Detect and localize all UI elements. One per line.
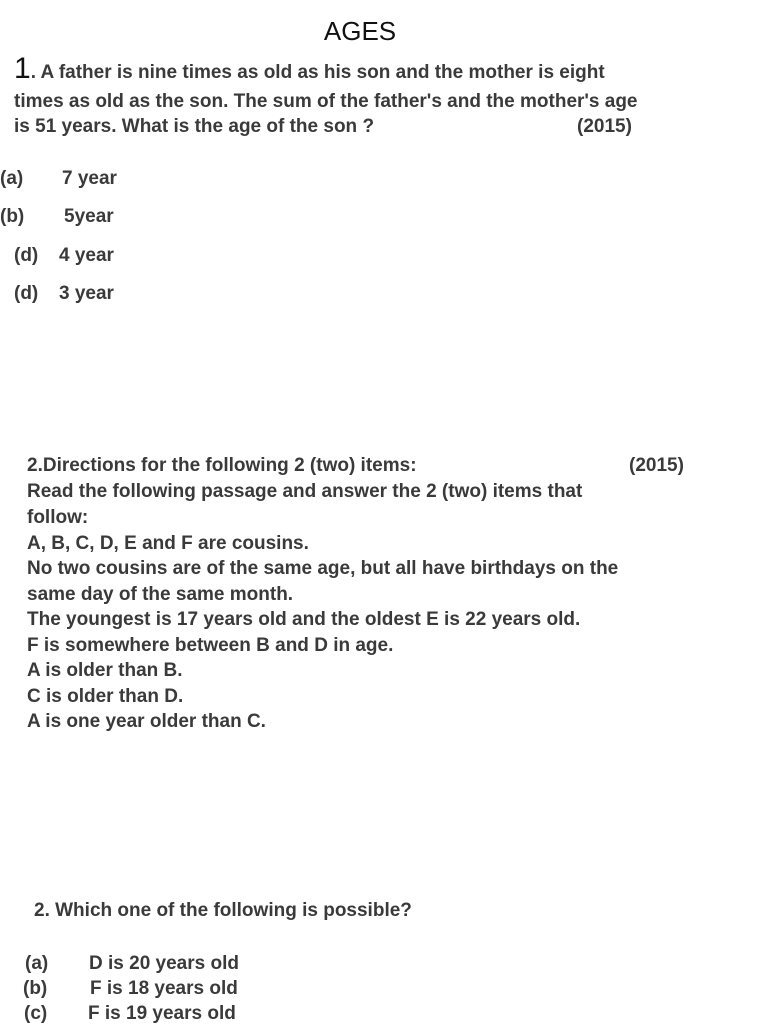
- passage-line-6: The youngest is 17 years old and the oldest E is 22 years old.: [27, 609, 581, 630]
- q2-directions-year: (2015): [629, 455, 684, 476]
- q2-option-b-text: F is 18 years old: [90, 978, 238, 999]
- q1-text-1: . A father is nine times as old as his son and the mother is eight: [30, 62, 605, 83]
- q2-option-a-label: (a): [25, 953, 49, 974]
- q2-option-b-label: (b): [23, 978, 48, 999]
- q2-option-a-text: D is 20 years old: [89, 953, 239, 974]
- q1-option-b-label: (b): [0, 206, 25, 227]
- q1-option-c-label: (d): [14, 245, 39, 266]
- q2-option-c-label: (c): [24, 1003, 48, 1024]
- q1-year: (2015): [577, 116, 632, 137]
- passage-line-3: A, B, C, D, E and F are cousins.: [27, 533, 309, 554]
- passage-line-9: C is older than D.: [27, 686, 184, 707]
- q1-number: 1: [14, 52, 31, 85]
- passage-line-8: A is older than B.: [27, 660, 183, 681]
- q1-option-b-text: 5year: [64, 206, 114, 227]
- passage-line-2: follow:: [27, 507, 89, 528]
- q1-option-d-label: (d): [14, 283, 39, 304]
- q1-option-c-text: 4 year: [59, 245, 114, 266]
- q2-option-c-text: F is 19 years old: [88, 1003, 236, 1024]
- q1-line-1: [14, 52, 605, 86]
- q1-option-d-text: 3 year: [59, 283, 114, 304]
- q2-directions-header: 2.Directions for the following 2 (two) items:: [27, 455, 417, 476]
- page-title: AGES: [323, 16, 397, 46]
- q1-line-2: times as old as the son. The sum of the father's and the mother's age: [14, 91, 638, 112]
- q1-line-3: is 51 years. What is the age of the son ?: [14, 116, 375, 137]
- passage-line-1: Read the following passage and answer the 2 (two) items that: [27, 481, 583, 502]
- q1-option-a-text: 7 year: [62, 168, 117, 189]
- passage-line-7: F is somewhere between B and D in age.: [27, 635, 394, 656]
- q2-question: 2. Which one of the following is possible?: [34, 900, 412, 921]
- passage-line-5: same day of the same month.: [27, 584, 294, 605]
- passage-line-4: No two cousins are of the same age, but all have birthdays on the: [27, 558, 619, 579]
- q1-option-a-label: (a): [0, 168, 24, 189]
- passage-line-10: A is one year older than C.: [27, 711, 266, 732]
